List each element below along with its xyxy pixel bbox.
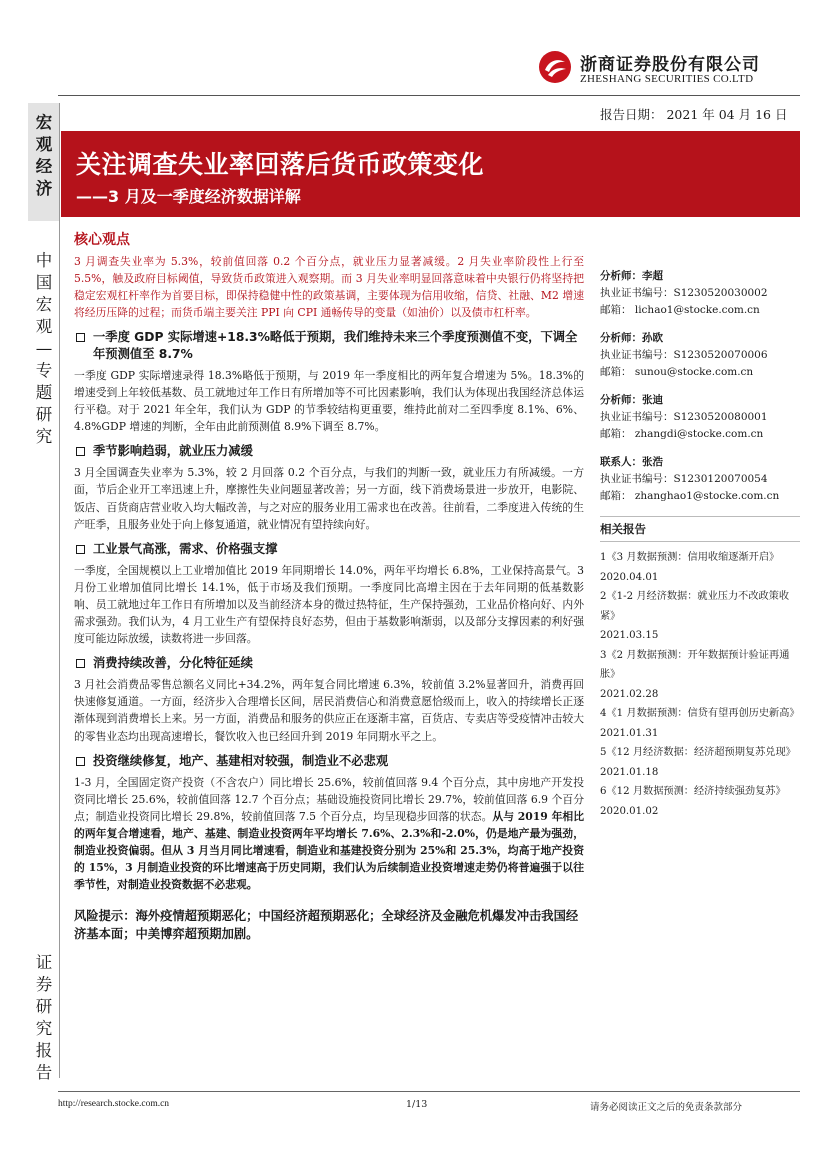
section-consumption-text: 3 月社会消费品零售总额名义同比+34.2%，两年复合同比增速 6.3%，较前值 3.2%显著回升，消费再回快速修复通道。一方面，经济步入合理增长区间，居民消费信心和消费意愿恰级而上，收入的持续增长正逐渐体现到消费增长上来。另一方面，消费品和服务的供应正在逐渐丰富，百货店、专卖店等受疫情冲击较大的零售业态均出现高速增长，餐饮收入也已经回升到 2019 年同期水平之上。 — [74, 678, 584, 743]
core-view-heading: 核心观点 — [74, 232, 130, 248]
section-investment-text: 1-3 月，全国固定资产投资（不含农户）同比增长 25.6%，较前值回落 9.4 个百分点，其中房地产开发投资同比增长 25.6%，较前值回落 12.7 个百分点；基础设施投资同比增长 29.7%，较前值回落 6.9 个百分点；制造业投资同比增长 29.8%，较前值回落 7.5 个百分点，均呈现稳步回落的状态。从与 2019 年相比的两年复合增速看，地产、基建、制造业投资两年平均增长 7.6%、2.3%和-2.0%，仍是地产最为强劲，制造业投资偏弱。但从 3 月当月同比增速看，制造业和基建投资分别为 25%和 25.3%，均高于地产投资的 15%，3 月制造业投资的环比增速高于历史同期，我们认为后续制造业投资增速走势仍将普遍强于以往季节性，对制造业投资数据不必悲观。 — [74, 775, 584, 892]
sidebar-divider — [59, 103, 60, 1078]
section-consumption-title: 消费持续改善，分化特征延续 — [74, 655, 584, 672]
section-bullet-icon — [76, 757, 85, 766]
analyst-card: 分析师：张迪 执业证书编号：S1230520080001 邮箱： zhangdi@stocke.com.cn — [600, 394, 768, 440]
report-title: 关注调查失业率回落后货币政策变化 — [76, 150, 485, 179]
analyst-card: 分析师：李超 执业证书编号：S1230520030002 邮箱： lichao1@stocke.com.cn — [600, 270, 768, 316]
section-bullet-icon — [76, 659, 85, 668]
core-view-text: 3 月调查失业率为 5.3%，较前值回落 0.2 个百分点，就业压力显著减缓。2 月失业率阶段性上行至 5.5%，触及政府目标阈值，导致货币政策进入观察期。而 3 月失业率明显回落意味着中央银行仍将坚持把稳定宏观杠杆率作为首要目标，即保持稳健中性的政策基调，主要体现为信用收缩，信贷、社融、M2 增速将经历压降的过程；而货币端主要关注 PPI 向 CPI 通畅传导的变量（如油价）以及债市杠杆率。 — [74, 255, 584, 319]
section-bullet-icon — [76, 447, 85, 456]
related-report-item[interactable]: 4《1 月数据预测：信贷有望再创历史新高》 2021.01.31 — [600, 708, 800, 739]
report-date: 报告日期： 2021 年 04 月 16 日 — [600, 107, 788, 122]
section-employment-text: 3 月全国调查失业率为 5.3%，较 2 月回落 0.2 个百分点，与我们的判断一致，就业压力有所减缓。一方面，节后企业开工率迅速上升，摩擦性失业问题显著改善；另一方面，线下消费场景进一步放开，电影院、饭店、百货商店营业收入均大幅改善，与之对应的服务业用工需求也在改善。往前看，二季度进入传统的生产旺季，且服务业处于向上修复通道，就业情况有望持续向好。 — [74, 466, 584, 531]
related-report-item[interactable]: 2《1-2 月经济数据：就业压力不改政策收紧》 2021.03.15 — [600, 591, 790, 641]
section-investment-title: 投资继续修复，地产、基建相对较强，制造业不必悲观 — [74, 753, 584, 770]
company-logo-icon — [538, 50, 572, 84]
contact-card: 联系人：张浩 执业证书编号：S1230120070054 邮箱： zhanghao1@stocke.com.cn — [600, 456, 780, 502]
related-report-item[interactable]: 3《2 月数据预测：开年数据预计验证再通胀》 2021.02.28 — [600, 649, 790, 700]
section-employment-title: 季节影响趋弱，就业压力减缓 — [74, 443, 584, 460]
section-gdp-text: 一季度 GDP 实际增速录得 18.3%略低于预期，与 2019 年一季度相比的两年复合增速为 5%。18.3%的增速受到上年较低基数、员工就地过年工作日有所增加等不可比因素影响，我们认为体现出我国经济总体运行平稳。对于 2021 年全年，我们认为 GDP 的节季较结构更重要，维持此前对二至四季度 8.1%、6%、4.8%GDP 增速的判断，全年由此前预测值 8.9%下调至 8.7%。 — [74, 369, 584, 434]
company-name-cn: 浙商证券股份有限公司 — [580, 55, 760, 75]
related-report-item[interactable]: 1《3 月数据预测：信用收缩逐渐开启》 2020.04.01 — [600, 552, 780, 583]
company-name-en: ZHESHANG SECURITIES CO.LTD — [580, 73, 754, 85]
analyst-card: 分析师：孙欧 执业证书编号：S1230520070006 邮箱： sunou@stocke.com.cn — [600, 332, 768, 378]
section-industry-text: 一季度，全国规模以上工业增加值比 2019 年同期增长 14.0%，两年平均增长 6.8%，工业保持高景气。3 月份工业增加值同比增长 14.1%，低于市场及我们预期。一季度同比高增主因在于去年同期的低基数影响、员工就地过年工作日有所增加以及当前经济本身的微过热特征，生产保持强劲，工业品价格向好、内外需求强劲。我们认为，4 月工业生产有望保持良好态势，但由于基数影响渐弱，以及部分支撑因素的利好强度可能边际放缓，读数将进一步回落。 — [74, 563, 584, 646]
analyst-panel — [600, 268, 800, 821]
related-reports-heading: 相关报告 — [600, 516, 800, 542]
main-content — [74, 229, 584, 943]
related-report-item[interactable]: 5《12 月经济数据：经济超预期复苏兑现》 2021.01.18 — [600, 747, 796, 778]
footer-url-link[interactable]: http://research.stocke.com.cn — [58, 1099, 170, 1109]
header-divider — [58, 95, 800, 96]
report-subtitle: ——3 月及一季度经济数据详解 — [76, 187, 301, 206]
footer-divider — [58, 1091, 800, 1092]
section-gdp-title: 一季度 GDP 实际增速+18.3%略低于预期，我们维持未来三个季度预测值不变，下调全年预测值至 8.7% — [74, 329, 584, 363]
sidebar-series: 中 国 宏 观 — 专 题 研 究 — [35, 251, 53, 446]
section-industry-title: 工业景气高涨，需求、价格强支撑 — [74, 541, 584, 558]
risk-warning: 风险提示：海外疫情超预期恶化；中国经济超预期恶化；全球经济及金融危机爆发冲击我国经济基本面；中美博弈超预期加剧。 — [74, 909, 579, 942]
sidebar-category: 宏 观 经 济 — [35, 113, 53, 198]
sidebar-report-type: 证 券 研 究 报 告 — [35, 953, 53, 1082]
page-number: 1/13 — [406, 1099, 428, 1110]
related-report-item[interactable]: 6《12 月数据预测：经济持续强劲复苏》 2020.01.02 — [600, 786, 786, 817]
section-bullet-icon — [76, 545, 85, 554]
disclaimer-note: 请务必阅读正文之后的免责条款部分 — [590, 1102, 743, 1113]
section-bullet-icon — [76, 333, 85, 342]
